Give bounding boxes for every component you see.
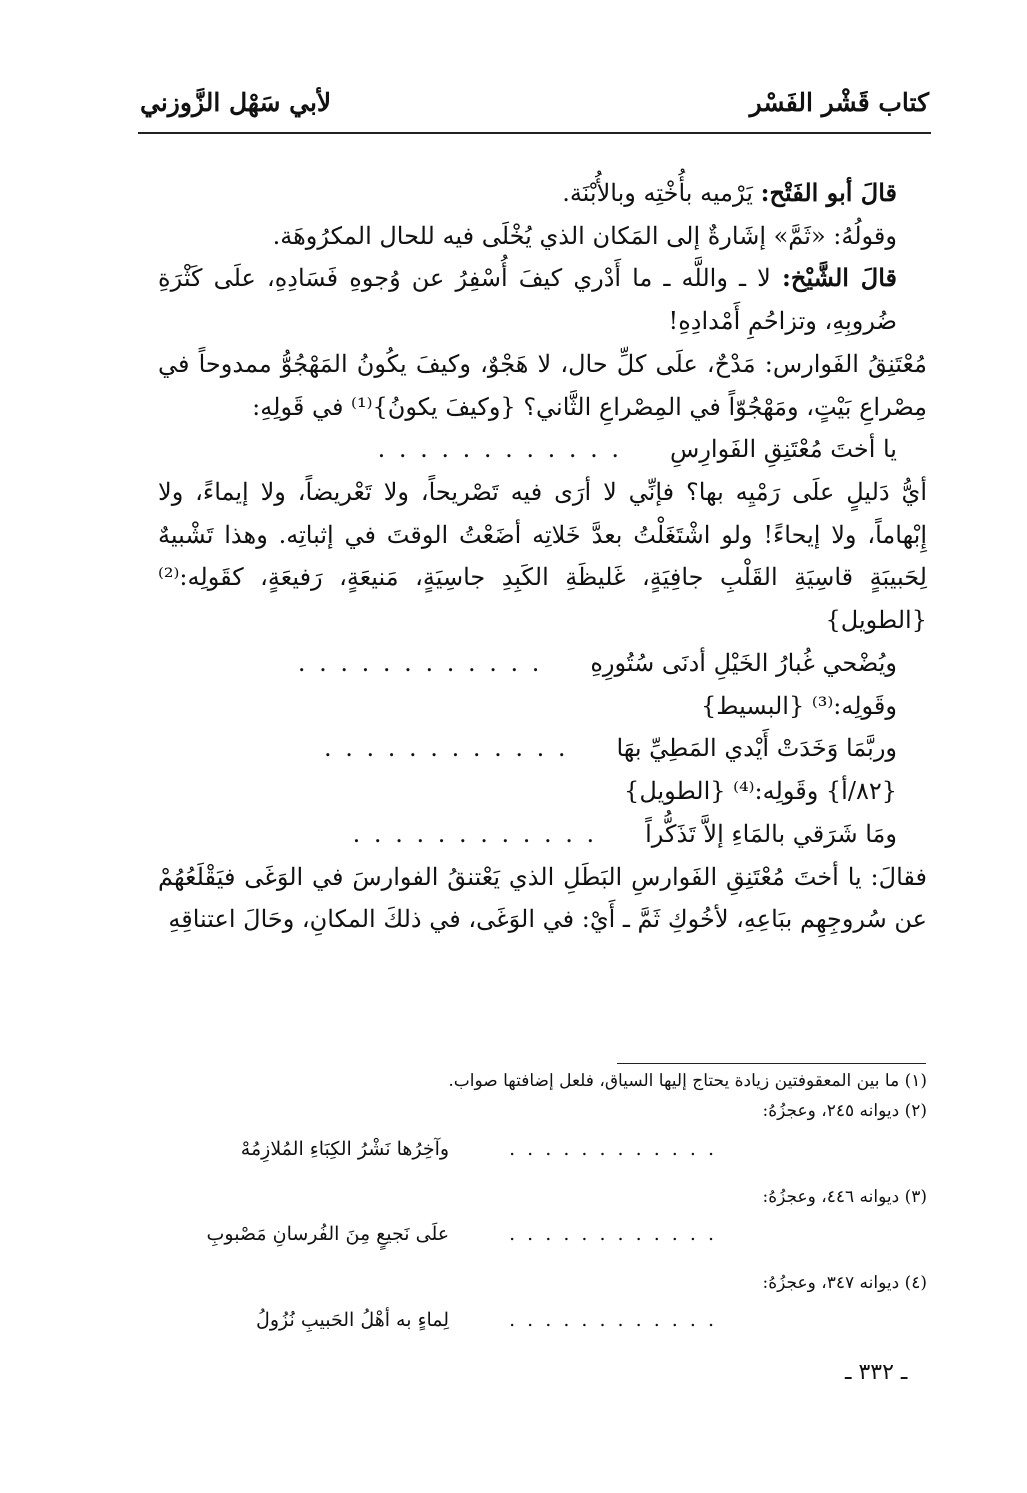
ellipsis-dots: . . . . . . . . . . . . [509,1309,717,1332]
ellipsis-dots: . . . . . . . . . . . . [324,734,569,763]
ellipsis-dots: . . . . . . . . . . . . [509,1223,717,1246]
paragraph: وقَولِه:⁽³⁾ {البسيط} [701,691,897,720]
main-text [158,172,927,941]
paragraph: مُعْتَنِقُ الفَوارس: مَدْحٌ، علَى كلِّ حال، لا هَجْوٌ، وكيفَ يكُونُ المَهْجُوُّ ممدوحاً في مِصْراعِ بَيْتٍ، ومَهْجُوّاً في المِصْراعِ الثَّاني؟ {وكيفَ يكونُ}⁽¹⁾ في قَولِهِ: [158,349,927,421]
footnote-verse [158,1135,927,1164]
speaker: قالَ أبو الفَتْح: [760,178,897,207]
verse-hemistich: علَى نَجيعٍ مِنَ الفُرسانِ مَصْبوبِ [206,1223,450,1246]
paragraph-text: يَرْميه بأُخْتِه وبالأُبْنَة. [562,179,761,207]
paragraph: وقولُهُ: «ثَمَّ» إشَارةٌ إلى المَكان الذي يُخْلَى فيه للحال المكرُوهَة. [272,221,897,250]
verse-hemistich: وآخِرُها نَشْرُ الكِبَاءِ المُلازِمُهْ [240,1137,450,1160]
paragraph: فقالَ: يا أختَ مُعْتَنِقِ الفَوارسِ البَطَلِ الذي يَعْتنقُ الفوارسَ في الوَغَى فيَقْلَعُهُمْ عن سُروجِهِم ببَاعِهِ، لأخُوكِ ثَمَّ ـ أَيْ: في الوَغَى، في ذلكَ المكانِ، وحَالَ اعتناقِهِ [158,862,927,934]
verse-hemistich: وربَّمَا وَخَدَتْ أَيْدي المَطِيِّ بهَا [616,734,897,763]
author-name: لأبي سَهْل الزَّوزني [140,88,332,117]
footnote: (٤) ديوانه ٣٤٧، وعجزُهُ: [762,1272,927,1293]
footnotes [158,1068,927,1356]
paragraph: أيُّ دَليلٍ علَى رَمْيِه بها؟ فإنِّي لا أرَى فيه تَصْريحاً، ولا تَعْريضاً، ولا إيماءً، ولا إِبْهاماً، ولا إيحاءً! ولو اشْتَغَلْتُ بعدَّ خَلاتِه أضَعْتُ الوقتَ في إثباتِه. وهذا تَشْبيهٌ لِحَبيبَةٍ قاسِيَةِ القَلْبِ جافِيَةٍ، غَليظَةِ الكَبِدِ جاسِيَةٍ، مَنيعَةٍ، رَفيعَةٍ، كقَولِه:⁽²⁾ {الطويل} [158,478,927,635]
speaker: قالَ الشَّيْخ: [781,263,898,293]
footnote-verse [158,1306,927,1335]
paragraph [158,257,927,342]
ellipsis-dots: . . . . . . . . . . . . [377,435,623,464]
footnote: (٢) ديوانه ٢٤٥، وعجزُهُ: [762,1101,927,1122]
verse-hemistich: يا أختَ مُعْتَنِقِ الفَوارِسِ [670,435,897,464]
paragraph [158,172,927,215]
ellipsis-dots: . . . . . . . . . . . . [352,819,598,848]
book-title: كتاب قَشْر الفَسْر [749,88,929,117]
verse-hemistich: ويُضْحي غُبارُ الخَيْلِ أدنَى سُتُورِهِ [590,648,897,677]
running-header [140,88,929,128]
paragraph-text: لا ـ واللَّه ـ ما أَدْري كيفَ أُسْفِرُ عن وُجوهِ فَسَادِهِ، علَى كَثْرَةِ ضُروبِهِ، وتزاحُمِ أَمْدادِهِ! [158,264,897,336]
ellipsis-dots: . . . . . . . . . . . . [509,1137,717,1160]
verse-hemistich: ومَا شَرَقي بالمَاءِ إلاَّ تَذَكُّراً [645,819,897,848]
footnote-verse [158,1220,927,1249]
paragraph: {٨٢/أ} وقَولِه:⁽⁴⁾ {الطويل} [624,777,897,806]
footnote-separator [617,1063,926,1064]
verse-hemistich: لِماءٍ به أهْلُ الحَبيبِ نُزُولُ [256,1309,450,1332]
poem-verse [158,642,927,685]
poem-verse [158,727,927,770]
header-rule [138,132,931,134]
footnote: (٣) ديوانه ٤٤٦، وعجزُهُ: [762,1187,927,1208]
ellipsis-dots: . . . . . . . . . . . . [297,648,543,677]
poem-verse [158,813,927,856]
poem-verse [158,428,927,471]
page-number: ـ ٣٣٢ ـ [845,1360,908,1385]
footnote: (١) ما بين المعقوفتين زيادة يحتاج إليها السياق، فلعل إضافتها صواب. [448,1071,927,1091]
